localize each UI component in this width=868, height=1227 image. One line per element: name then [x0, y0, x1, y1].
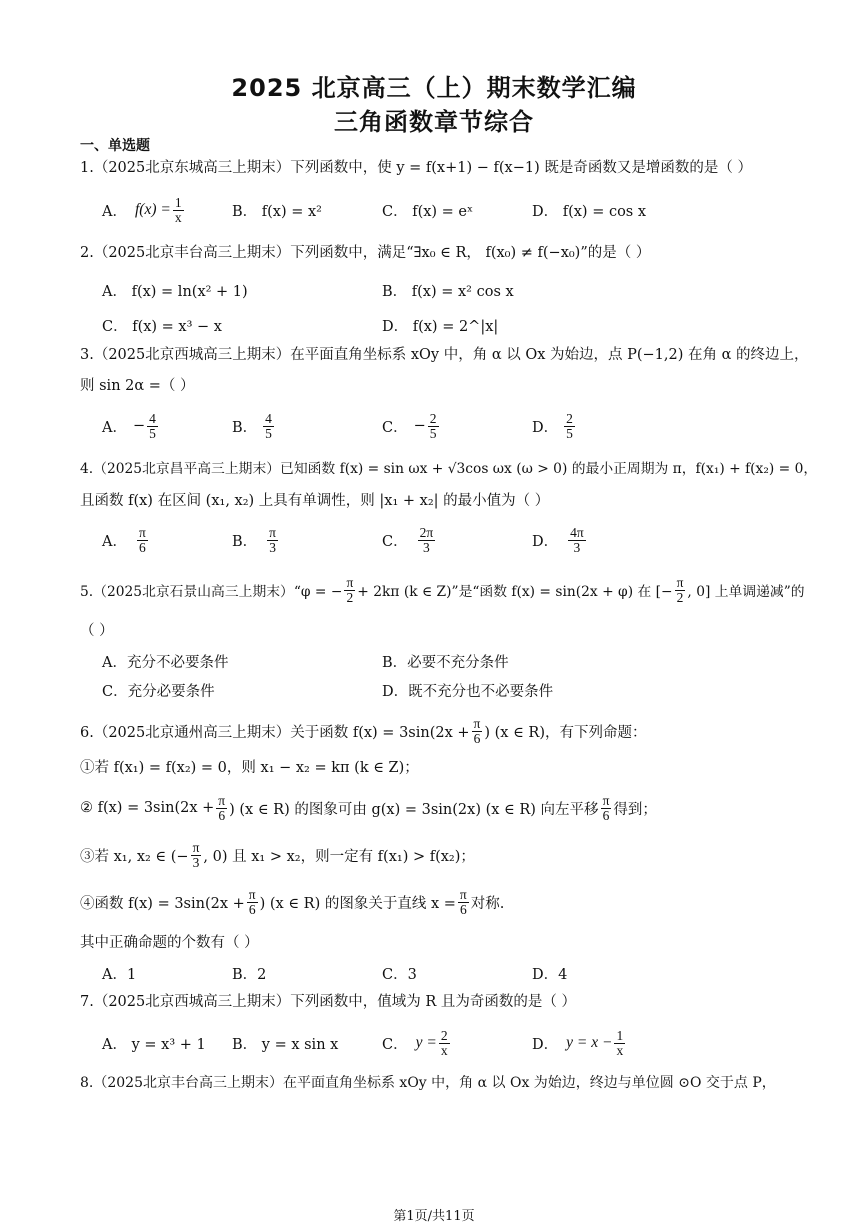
q6-proposition-2 [80, 792, 657, 824]
fraction-denominator: 5 [149, 425, 156, 441]
q7-option-a: A． y = x³ + 1 [102, 1036, 206, 1053]
q6-p2-part2: ) (x ∈ R) 的图象可由 g(x) = 3sin(2x) (x ∈ R) 向左平移 [229, 801, 599, 818]
q4-option-c-label: C． [382, 533, 408, 550]
q5-stem-part2: + 2kπ (k ∈ Z)”是“函数 f(x) = sin(2x + φ) 在 [− [357, 584, 673, 600]
q6-p3-part1: ③若 x₁, x₂ ∈ (− [80, 848, 189, 865]
fraction-denominator: 2 [346, 589, 354, 605]
q7-option-c [382, 1027, 452, 1059]
q3-option-a-sign: − [132, 418, 146, 434]
fraction-numerator: 4π [570, 524, 584, 540]
q3-option-b-fraction [263, 412, 274, 441]
fraction-denominator: 2 [676, 589, 684, 605]
q6-p2-fraction2 [601, 794, 612, 823]
q5-stem [80, 574, 805, 606]
q3-option-d [532, 410, 577, 442]
q7-option-d-fraction [614, 1029, 625, 1058]
q6-p3-part2: , 0) 且 x₁ > x₂，则一定有 f(x₁) > f(x₂)； [203, 848, 475, 865]
q1-option-b: B． f(x) = x² [232, 203, 322, 220]
q3-option-c-sign: − [413, 418, 426, 434]
q3-option-b-label: B． [232, 419, 258, 436]
q7-option-c-lhs: y = [415, 1034, 437, 1051]
fraction-numerator: 1 [616, 1027, 624, 1043]
page-subtitle: 三角函数章节综合 [334, 108, 534, 136]
q5-option-d: D．既不充分也不必要条件 [382, 683, 554, 700]
q6-p2-fraction1 [216, 794, 227, 823]
fraction-numerator: 2 [429, 410, 437, 426]
q7-option-c-fraction [439, 1029, 450, 1058]
page-footer: 第1页/共11页 [393, 1209, 475, 1224]
q5-stem-fraction1 [344, 576, 355, 605]
q1-option-a-label: A． [102, 203, 127, 220]
q6-proposition-3 [80, 839, 475, 871]
q5-option-c: C．充分必要条件 [102, 683, 215, 700]
q3-option-d-label: D． [532, 419, 559, 436]
q6-option-d: D．4 [532, 966, 568, 983]
fraction-denominator: 6 [218, 807, 226, 823]
q1-stem: 1.（2025北京东城高三上期末）下列函数中，使 y = f(x+1) − f(x−1) 既是奇函数又是增函数的是（ ） [80, 160, 752, 176]
q6-p3-fraction [191, 841, 202, 870]
q1-option-a [102, 194, 186, 226]
fraction-numerator: π [218, 792, 226, 808]
q1-option-d: D． f(x) = cos x [532, 203, 647, 220]
q2-option-d: D． f(x) = 2^|x| [382, 318, 499, 335]
q7-option-d-label: D． [532, 1036, 559, 1053]
fraction-numerator: π [602, 792, 610, 808]
fraction-numerator: π [473, 715, 481, 731]
q4-stem-line1: 4.（2025北京昌平高三上期末）已知函数 f(x) = sin ωx + √3cos ωx (ω > 0) 的最小正周期为 π，f(x₁) + f(x₂) = 0， [80, 461, 818, 477]
q4-option-c-fraction [418, 526, 436, 555]
fraction-denominator: 6 [459, 901, 467, 917]
q6-p4-part2: ) (x ∈ R) 的图象关于直线 x = [259, 895, 456, 912]
fraction-denominator: 5 [265, 425, 272, 441]
q2-stem: 2.（2025北京丰台高三上期末）下列函数中，满足“∃x₀ ∈ R， f(x₀) ≠ f(−x₀)”的是（ ） [80, 245, 651, 261]
fraction-denominator: 3 [423, 539, 430, 555]
q3-stem-line2: 则 sin 2α =（ ） [80, 378, 195, 394]
q6-option-c: C．3 [382, 966, 417, 983]
fraction-denominator: 6 [248, 901, 256, 917]
q3-stem-line1: 3.（2025北京西城高三上期末）在平面直角坐标系 xOy 中，角 α 以 Ox 为始边，点 P(−1,2) 在角 α 的终边上， [80, 347, 809, 363]
q4-option-d [532, 524, 588, 556]
q6-stem-part2: ) (x ∈ R)，有下列命题： [484, 724, 647, 741]
fraction-numerator: 2π [419, 524, 434, 540]
fraction-denominator: x [174, 209, 182, 225]
q7-option-d [532, 1027, 627, 1059]
q3-option-a [102, 410, 160, 442]
q6-stem-part1: 6.（2025北京通州高三上期末）关于函数 f(x) = 3sin(2x + [80, 724, 470, 741]
fraction-numerator: 1 [174, 194, 182, 210]
page-title: 2025 北京高三（上）期末数学汇编 [231, 74, 637, 102]
q4-stem-line2: 且函数 f(x) 在区间 (x₁, x₂) 上具有单调性，则 |x₁ + x₂| 的最小值为（ ） [80, 493, 550, 509]
q4-option-c [382, 524, 437, 556]
fraction-numerator: π [676, 574, 684, 590]
q3-option-d-fraction [564, 412, 575, 441]
q6-stem [80, 715, 647, 747]
q1-option-a-fraction [173, 196, 184, 225]
fraction-numerator: π [248, 886, 256, 902]
fraction-numerator: π [138, 524, 146, 540]
fraction-denominator: 5 [429, 425, 437, 441]
q3-option-c-fraction [428, 412, 439, 441]
fraction-denominator: 6 [139, 539, 146, 555]
q6-proposition-4 [80, 886, 504, 918]
q7-option-c-label: C． [382, 1036, 408, 1053]
q6-p4-fraction1 [247, 888, 258, 917]
fraction-denominator: 5 [566, 425, 573, 441]
section-heading: 一、单选题 [80, 138, 150, 154]
q4-option-d-label: D． [532, 533, 559, 550]
fraction-denominator: x [616, 1042, 624, 1058]
fraction-numerator: 2 [440, 1027, 448, 1043]
q4-option-b-label: B． [232, 533, 258, 550]
q2-option-c: C． f(x) = x³ − x [102, 318, 222, 335]
fraction-denominator: x [440, 1042, 448, 1058]
q3-option-b [232, 410, 276, 442]
q1-option-c: C． f(x) = eˣ [382, 203, 474, 220]
q3-option-a-fraction [147, 412, 158, 441]
q6-ask: 其中正确命题的个数有（ ） [80, 935, 259, 951]
q4-option-a-fraction [137, 526, 148, 555]
q4-option-a [102, 524, 150, 556]
fraction-numerator: 4 [149, 410, 156, 426]
q7-option-d-lhs: y = x − [566, 1034, 613, 1051]
fraction-denominator: 6 [473, 730, 481, 746]
q5-stem-part3: , 0] 上单调递减”的 [687, 584, 805, 600]
q8-stem: 8.（2025北京丰台高三上期末）在平面直角坐标系 xOy 中，角 α 以 Ox 为始边，终边与单位圆 ⊙O 交于点 P， [80, 1075, 776, 1091]
q4-option-b-fraction [267, 526, 278, 555]
q5-stem-fraction2 [675, 576, 686, 605]
fraction-numerator: π [192, 839, 200, 855]
q6-option-a: A．1 [102, 966, 137, 983]
q6-p2-part3: 得到； [613, 801, 657, 818]
q2-option-b: B． f(x) = x² cos x [382, 283, 514, 300]
fraction-denominator: 3 [573, 539, 581, 555]
q6-p4-part3: 对称. [470, 895, 505, 912]
fraction-numerator: π [269, 524, 276, 540]
q3-option-c [382, 410, 441, 442]
q4-option-a-label: A． [102, 533, 127, 550]
q5-stem-part1: 5.（2025北京石景山高三上期末）“φ = − [80, 584, 343, 600]
q1-option-a-lhs: f(x) = [134, 201, 171, 218]
q5-option-a: A．充分不必要条件 [102, 654, 229, 671]
q3-option-c-label: C． [382, 419, 408, 436]
q7-option-b: B． y = x sin x [232, 1036, 339, 1053]
q6-p4-part1: ④函数 f(x) = 3sin(2x + [80, 895, 245, 912]
fraction-denominator: 3 [269, 539, 276, 555]
q6-stem-fraction [472, 717, 483, 746]
fraction-denominator: 6 [602, 807, 610, 823]
fraction-numerator: π [459, 886, 467, 902]
q4-option-b [232, 524, 280, 556]
q6-p2-part1: ② f(x) = 3sin(2x + [80, 800, 215, 816]
q5-paren: （ ） [80, 623, 114, 639]
fraction-denominator: 3 [192, 854, 200, 870]
fraction-numerator: 2 [566, 410, 573, 426]
q3-option-a-label: A． [102, 419, 127, 436]
q4-option-d-fraction [568, 526, 586, 555]
fraction-numerator: 4 [265, 410, 272, 426]
fraction-numerator: π [346, 574, 354, 590]
q6-p4-fraction2 [458, 888, 469, 917]
q2-option-a: A． f(x) = ln(x² + 1) [102, 283, 248, 300]
q6-proposition-1: ①若 f(x₁) = f(x₂) = 0，则 x₁ − x₂ = kπ (k ∈ Z)； [80, 760, 419, 776]
q6-option-b: B．2 [232, 966, 267, 983]
q5-option-b: B．必要不充分条件 [382, 654, 509, 671]
q7-stem: 7.（2025北京西城高三上期末）下列函数中，值域为 R 且为奇函数的是（ ） [80, 994, 576, 1010]
